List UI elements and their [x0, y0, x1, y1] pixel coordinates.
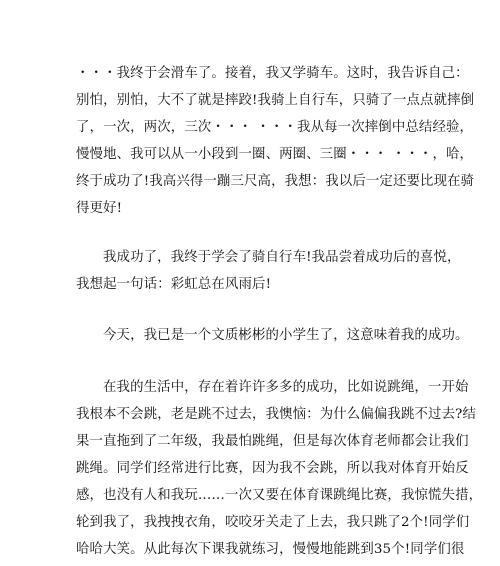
text-line: 我想起一句话：彩虹总在风雨后! — [76, 277, 272, 292]
text-line: 感，也没有人和我玩……一次又要在体育课跳绳比赛，我惊慌失措， — [76, 488, 483, 503]
text-line: 哈哈大笑。从此每次下课我就练习，慢慢地能跳到35个!同学们很 — [76, 542, 465, 557]
text-line: 了，一次，两次，三次・・・ ・・・我从每一次摔倒中总结经验， — [76, 120, 474, 135]
text-line: 跳绳。同学们经常进行比赛，因为我不会跳，所以我对体育开始反 — [76, 461, 469, 476]
paragraph-2 — [76, 244, 461, 298]
text-line: ・・・我终于会滑车了。接着，我又学骑车。这时，我告诉自己： — [76, 66, 469, 81]
text-line: 在我的生活中，存在着许许多多的成功，比如说跳绳，一开始 — [103, 380, 469, 395]
text-line: 轮到我了，我拽拽衣角，咬咬牙关走了上去，我只跳了2个!同学们 — [76, 515, 470, 530]
paragraph-3 — [76, 322, 469, 349]
text-line: 果一直拖到了二年级，我最怕跳绳，但是每次体育老师都会让我们 — [76, 434, 469, 449]
text-line: 慢慢地、我可以从一小段到一圈、两圈、三圈・・・ ・・・，哈， — [76, 147, 474, 162]
text-line: 得更好! — [76, 201, 123, 216]
text-line: 我成功了，我终于学会了骑自行车!我品尝着成功后的喜悦， — [103, 250, 461, 265]
paragraph-1 — [76, 60, 475, 222]
text-line: 别怕，别怕，大不了就是摔跤!我骑上自行车，只骑了一点点就摔倒 — [76, 93, 475, 108]
text-line: 今天，我已是一个文质彬彬的小学生了，这意味着我的成功。 — [103, 328, 469, 343]
text-line: 我根本不会跳，老是跳不过去，我懊恼：为什么偏偏我跳不过去?结 — [76, 407, 477, 422]
text-line: 终于成功了!我高兴得一蹦三尺高，我想：我以后一定还要比现在骑 — [76, 174, 475, 189]
paragraph-4 — [76, 374, 483, 563]
